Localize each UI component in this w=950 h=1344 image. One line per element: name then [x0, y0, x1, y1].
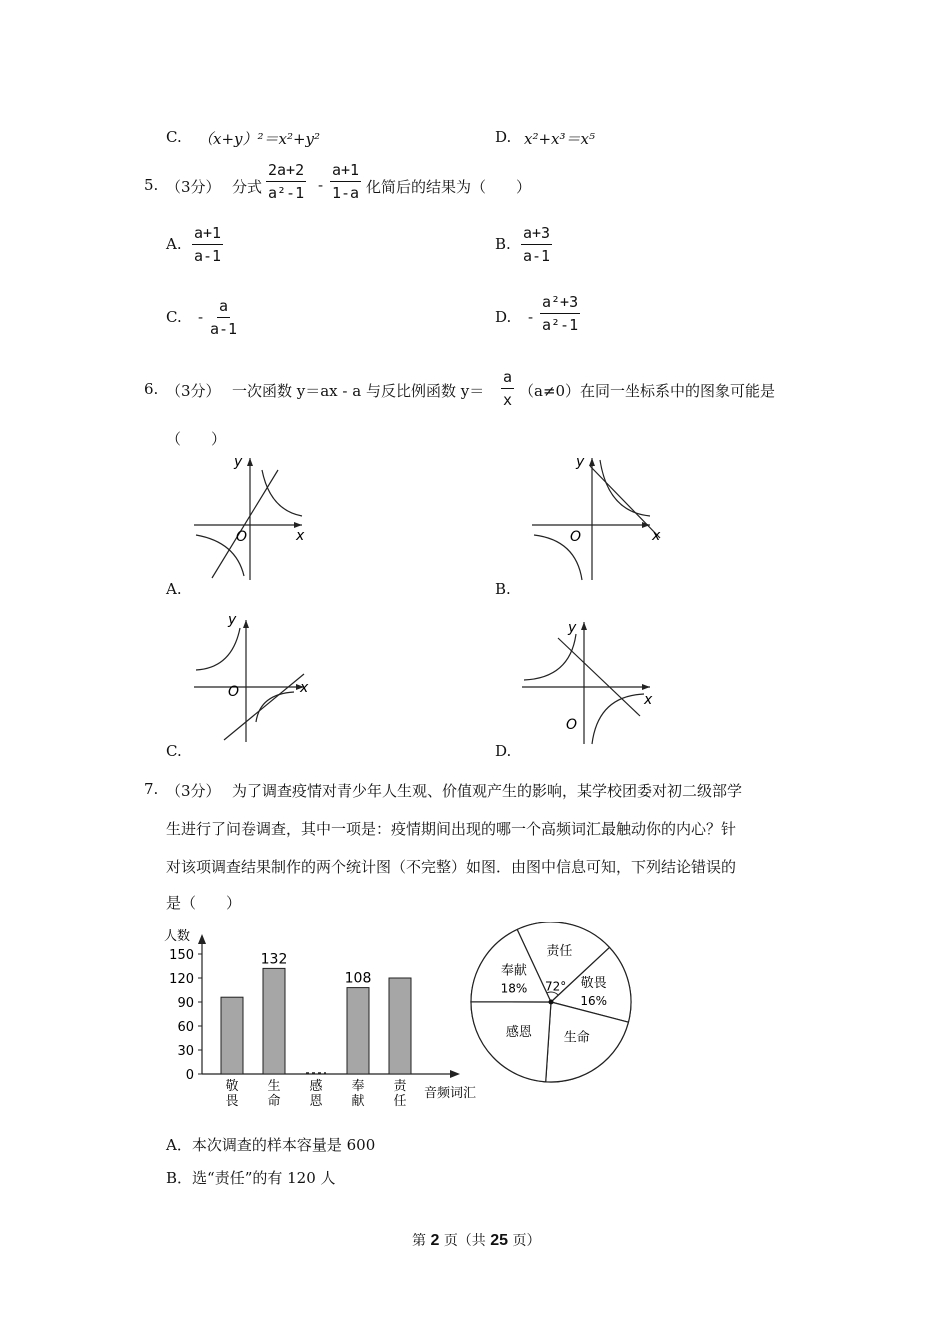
bar-category-label: 畏: [225, 1094, 239, 1109]
q5-option-a-denominator: a-1: [194, 247, 222, 265]
pie-slice-label: 感恩: [505, 1025, 532, 1041]
q5-option-c-sign: -: [198, 308, 204, 326]
graph-b-origin: O: [570, 529, 582, 545]
bar-category-label: 恩: [309, 1094, 323, 1109]
q5-option-b-label: B.: [495, 235, 511, 253]
q6-graph-c: [190, 612, 320, 747]
bar-chart-x-arrow: [450, 1070, 460, 1078]
q5-option-d-numerator: a²+3: [540, 293, 580, 314]
pie-slice-label: 奉献: [500, 963, 527, 979]
q4-option-d-label: D.: [495, 128, 512, 146]
graph-b-y-label: y: [576, 454, 585, 470]
footer-page-number: 2: [430, 1232, 440, 1249]
bar-责任: [389, 978, 411, 1074]
q5-option-c-denominator: a-1: [210, 320, 238, 338]
q5-option-c-numerator: a: [217, 297, 230, 318]
q6-option-b-label: B.: [495, 580, 511, 598]
q5-option-a-numerator: a+1: [192, 224, 223, 245]
q5-prefix: 分式: [232, 178, 263, 196]
graph-a-hyperbola-branch-1: [262, 470, 302, 516]
q7-number: 7.: [144, 780, 159, 798]
q4-option-d-text: x²+x³＝x⁵: [524, 130, 595, 148]
pie-slice-label: 责任: [546, 943, 573, 959]
q7-line-3: 对该项调查结果制作的两个统计图（不完整）如图．由图中信息可知，下列结论错误的: [166, 858, 737, 876]
q4-option-c-text: （x+y）²＝x²+y²: [198, 130, 321, 148]
q6-option-c-label: C.: [166, 742, 182, 760]
q5-fraction-2: [330, 161, 361, 202]
q5-fraction-2-numerator: a+1: [330, 161, 361, 182]
pie-slice-label: 敬畏: [580, 976, 607, 992]
bar-category-label: 命: [267, 1094, 281, 1109]
q5-score: （3分）: [166, 178, 221, 196]
bar-chart-ytick-label: 60: [177, 1020, 194, 1035]
q7-line-2: 生进行了问卷调查，其中一项是：疫情期间出现的哪一个高频词汇最触动你的内心？针: [166, 820, 737, 838]
q5-option-a-fraction: [192, 224, 223, 265]
bar-chart-ytick-label: 0: [185, 1068, 194, 1083]
q7-score: （3分）: [166, 782, 221, 800]
graph-a-origin: O: [236, 529, 248, 545]
bar-category-label: 责: [393, 1079, 407, 1094]
bar-category-label: 生: [267, 1079, 281, 1094]
graph-c-y-label: y: [228, 612, 237, 628]
q5-option-d-label: D.: [495, 308, 512, 326]
q5-option-b-numerator: a+3: [521, 224, 552, 245]
q6-graph-d: [518, 612, 658, 747]
bar-chart-ytick-label: 90: [177, 996, 194, 1011]
q5-fraction-1: [266, 161, 306, 202]
q6-score: （3分）: [166, 382, 221, 400]
q5-option-c-fraction: [210, 297, 237, 338]
pie-slice-感恩: [471, 1002, 551, 1082]
footer-total-pages: 25: [490, 1232, 509, 1249]
bar-chart-y-arrow: [198, 934, 206, 944]
bar-category-label: 献: [351, 1094, 365, 1109]
q6-fraction: [501, 368, 514, 409]
bar-生命: [263, 968, 285, 1074]
bar-chart-xlabel: 音频词汇: [424, 1086, 477, 1101]
q6-option-d-label: D.: [495, 742, 512, 760]
q5-fraction-1-numerator: 2a+2: [266, 161, 306, 182]
bar-category-label: 奉: [351, 1079, 365, 1094]
graph-a-y-arrow: [247, 458, 253, 466]
q6-text-2: （a≠0）在同一坐标系中的图象可能是: [519, 382, 776, 400]
pie-center-dot: [549, 1000, 554, 1005]
graph-a-line: [212, 470, 278, 578]
q5-number: 5.: [144, 176, 159, 194]
q5-fraction-1-denominator: a²-1: [268, 184, 305, 202]
bar-data-label: 108: [344, 970, 372, 987]
q4-option-c-label: C.: [166, 128, 182, 146]
q6-answer-paren: （ ）: [166, 430, 227, 448]
graph-d-x-label: x: [644, 692, 653, 708]
q7-option-b: B．选“责任”的有 120 人: [166, 1169, 336, 1187]
footer-prefix: 第: [412, 1233, 426, 1249]
bar-chart-ylabel: 人数: [164, 929, 191, 944]
pie-slice-annotation: 16%: [580, 994, 607, 1009]
q7-line-1: 为了调查疫情对青少年人生观、价值观产生的影响，某学校团委对初二级部学: [232, 782, 743, 800]
graph-c-y-arrow: [243, 620, 249, 628]
q6-graph-a: [190, 450, 320, 585]
q6-text-1: 一次函数 y＝ax - a 与反比例函数 y＝: [232, 382, 485, 400]
graph-c-hyperbola-branch-1: [196, 628, 240, 670]
pie-slice-label: 生命: [563, 1030, 590, 1046]
graph-a-y-label: y: [234, 454, 243, 470]
graph-c-origin: O: [228, 684, 240, 700]
q5-option-d-fraction: [540, 293, 580, 334]
q6-graph-b: [528, 450, 668, 585]
graph-d-origin: O: [566, 717, 578, 733]
bar-category-label: 敬: [225, 1079, 239, 1094]
q7-bar-chart: [160, 922, 485, 1117]
bar-data-label: 132: [260, 951, 288, 968]
graph-d-hyperbola-branch-2: [592, 694, 644, 744]
q6-fraction-denominator: x: [503, 391, 513, 409]
q6-number: 6.: [144, 380, 159, 398]
pie-slice-annotation: 72°: [544, 979, 567, 994]
bar-敬畏: [221, 997, 243, 1074]
q5-option-a-label: A.: [166, 235, 182, 253]
q5-minus: -: [318, 176, 324, 194]
graph-b-x-label: x: [652, 528, 661, 544]
footer-middle: 页（共: [443, 1233, 486, 1249]
q7-line-4: 是（ ）: [166, 894, 242, 912]
graph-a-x-label: x: [296, 528, 305, 544]
q5-suffix: 化简后的结果为（ ）: [366, 178, 532, 196]
q5-option-b-fraction: [521, 224, 552, 265]
q5-fraction-2-denominator: 1-a: [332, 184, 360, 202]
graph-d-y-arrow: [581, 622, 587, 630]
graph-d-line: [558, 638, 640, 716]
q7-pie-chart: [465, 922, 637, 1087]
q5-option-b-denominator: a-1: [523, 247, 551, 265]
graph-b-line: [590, 466, 660, 538]
q5-option-c-label: C.: [166, 308, 182, 326]
graph-c-hyperbola-branch-2: [256, 692, 294, 722]
page-footer: [412, 1230, 541, 1250]
q5-option-d-sign: -: [528, 308, 534, 326]
graph-d-y-label: y: [568, 620, 577, 636]
graph-d-hyperbola-branch-1: [524, 634, 576, 680]
q6-fraction-numerator: a: [501, 368, 514, 389]
bar-chart-ytick-label: 120: [169, 972, 194, 987]
footer-suffix: 页）: [512, 1233, 541, 1249]
q7-option-a: A．本次调查的样本容量是 600: [166, 1136, 376, 1154]
q5-option-d-denominator: a²-1: [542, 316, 579, 334]
pie-slice-annotation: 18%: [500, 981, 528, 996]
bar-category-label: 任: [393, 1094, 407, 1109]
graph-b-y-arrow: [589, 458, 595, 466]
bar-奉献: [347, 988, 369, 1074]
bar-chart-ytick-label: 30: [177, 1044, 194, 1059]
bar-chart-ytick-label: 150: [169, 948, 194, 963]
graph-d-x-arrow: [642, 684, 650, 690]
graph-b-hyperbola-branch-1: [600, 460, 650, 516]
graph-c-x-label: x: [300, 680, 309, 696]
bar-category-label: 感: [309, 1079, 323, 1094]
q6-option-a-label: A.: [166, 580, 182, 598]
